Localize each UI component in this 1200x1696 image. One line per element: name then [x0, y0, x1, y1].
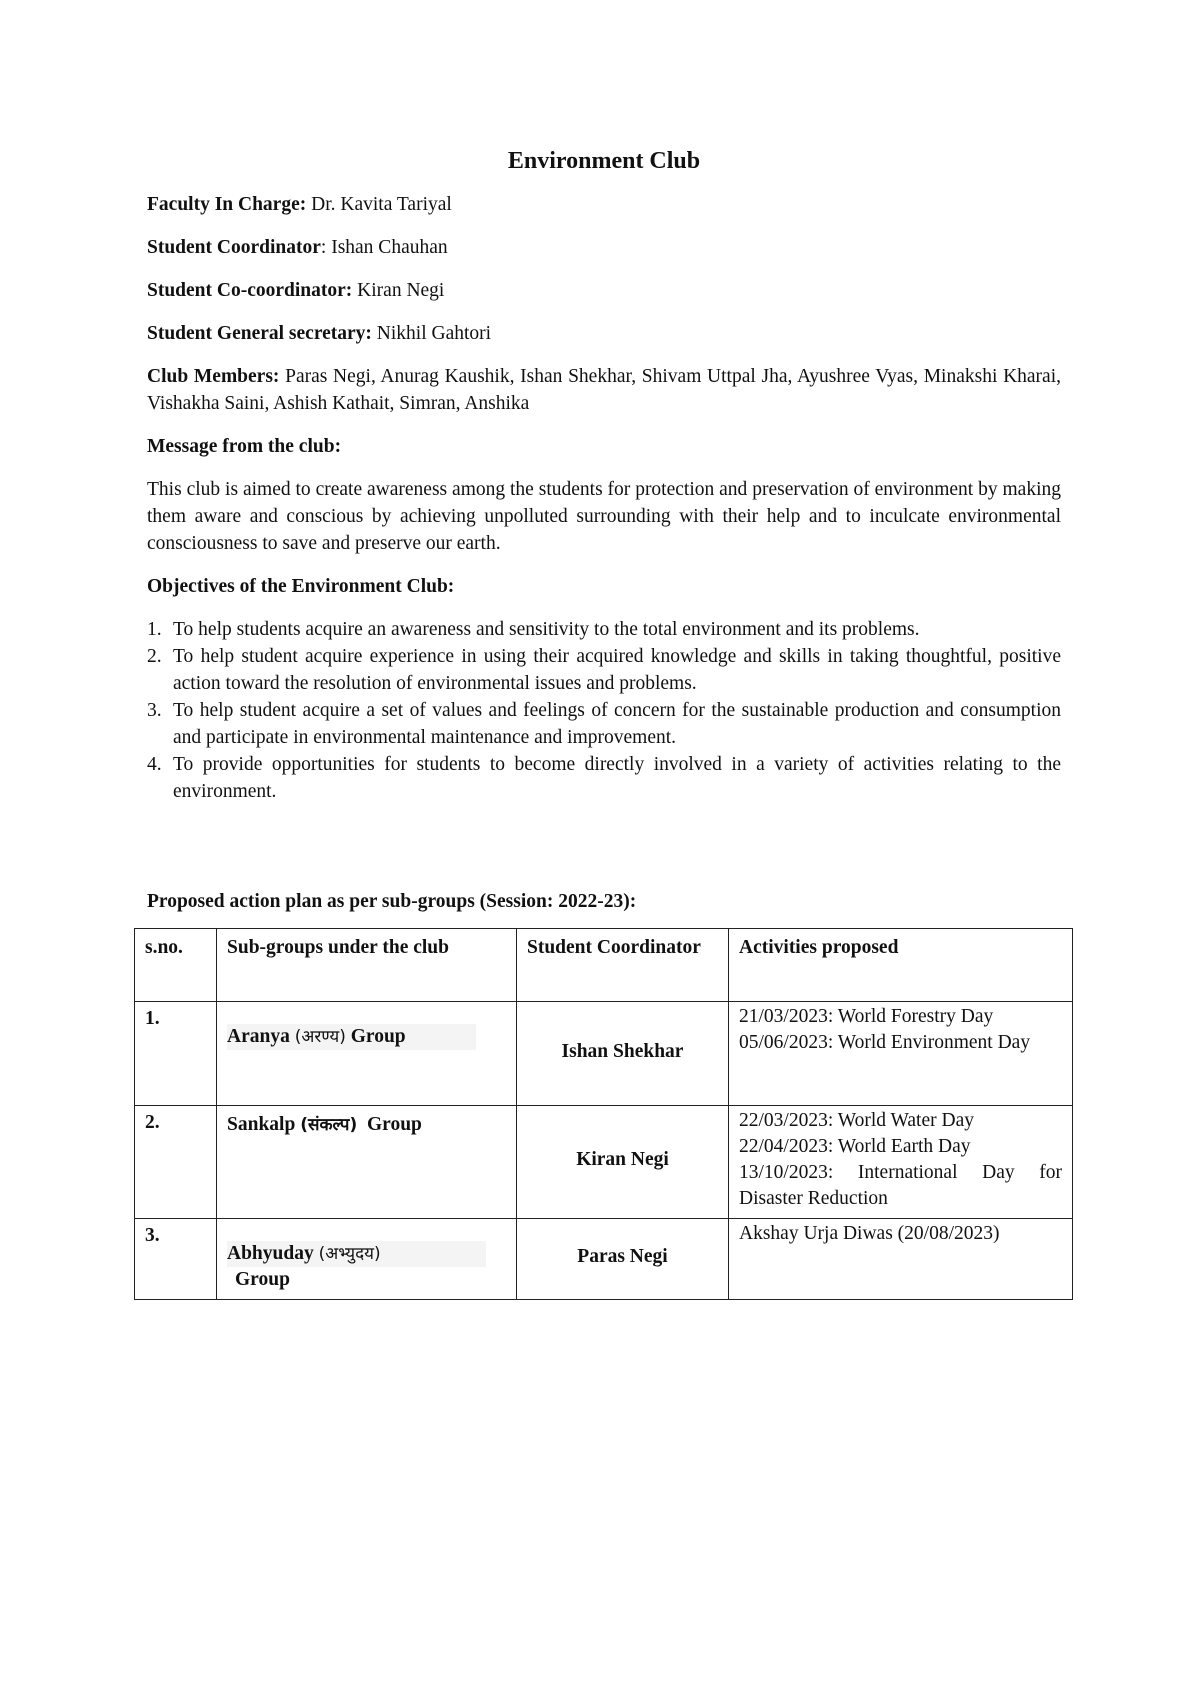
faculty-value: Dr. Kavita Tariyal [306, 194, 452, 215]
row-sno: 1. [135, 1002, 217, 1106]
row-activities [729, 1106, 1073, 1219]
list-item-text: To help students acquire an awareness and sensitivity to the total environment and its problems. [173, 619, 920, 640]
page-title: Environment Club [507, 148, 701, 174]
list-item [147, 751, 1061, 805]
row-sno: 2. [135, 1106, 217, 1219]
table-row [135, 1106, 1073, 1219]
list-item-number: 4. [147, 754, 162, 775]
list-item [147, 616, 1061, 643]
column-header-coordinator: Student Coordinator [517, 929, 729, 1002]
list-item-number: 3. [147, 700, 162, 721]
row-sno: 3. [135, 1219, 217, 1300]
action-plan-heading: Proposed action plan as per sub-groups (Session: 2022-23): [147, 891, 637, 912]
group-name-suffix: Group [345, 1026, 406, 1047]
row-coordinator: Paras Negi [517, 1219, 729, 1300]
list-item [147, 697, 1061, 751]
list-item-text: To help student acquire a set of values and feelings of concern for the sustainable production and consumption and participate in environmental maintenance and improvement. [173, 700, 1061, 748]
faculty-in-charge [147, 191, 1061, 218]
table-row [135, 1002, 1073, 1106]
list-item-text: To help student acquire experience in using their acquired knowledge and skills in taking thoughtful, positive action toward the resolution of environmental issues and problems. [173, 646, 1061, 694]
coordinator-label: Student Coordinator [147, 237, 321, 258]
activity-item: 22/04/2023: World Earth Day [739, 1136, 971, 1157]
row-activities [729, 1219, 1073, 1300]
group-name-latin: Aranya [227, 1026, 295, 1047]
row-activities [729, 1002, 1073, 1106]
group-name [227, 1112, 422, 1138]
objectives-heading: Objectives of the Environment Club: [147, 576, 455, 597]
column-header-sno: s.no. [135, 929, 217, 1002]
group-name-hindi: (अभ्युदय) [318, 1244, 381, 1264]
group-name-hindi: (अरण्य) [294, 1027, 346, 1047]
activity-item: Akshay Urja Diwas (20/08/2023) [739, 1223, 1000, 1244]
coordinator-value: : Ishan Chauhan [320, 237, 448, 258]
secretary-value: Nikhil Gahtori [371, 323, 492, 344]
list-item-number: 1. [147, 619, 162, 640]
group-name-suffix: Group [357, 1114, 422, 1135]
row-coordinator: Kiran Negi [517, 1106, 729, 1219]
activity-item: 22/03/2023: World Water Day [739, 1110, 974, 1131]
group-name-latin: Abhyuday [227, 1243, 319, 1264]
message-text: This club is aimed to create awareness among the students for protection and preservation of environment by making them aware and conscious by achieving unpolluted surrounding with their help and to inculcate environmental consciousness to save and preserve our earth. [147, 479, 1061, 554]
group-name-suffix: Group [235, 1269, 290, 1290]
members-label: Club Members: [147, 366, 280, 387]
objectives-list [147, 616, 1061, 805]
message-heading: Message from the club: [147, 436, 342, 457]
student-cocoordinator [147, 277, 1061, 304]
activity-item: 21/03/2023: World Forestry Day [739, 1006, 994, 1027]
cocoordinator-label: Student Co-coordinator: [147, 280, 353, 301]
row-group [217, 1219, 517, 1300]
list-item [147, 643, 1061, 697]
row-coordinator: Ishan Shekhar [517, 1002, 729, 1106]
column-header-subgroups: Sub-groups under the club [217, 929, 517, 1002]
table-header-row [135, 929, 1073, 1002]
secretary-label: Student General secretary: [147, 323, 372, 344]
document-body [147, 145, 1061, 805]
group-name [227, 1024, 476, 1050]
action-plan-table [134, 928, 1073, 1300]
faculty-label: Faculty In Charge: [147, 194, 307, 215]
list-item-text: To provide opportunities for students to become directly involved in a variety of activities relating to the environment. [173, 754, 1061, 802]
cocoordinator-value: Kiran Negi [352, 280, 445, 301]
table-row [135, 1219, 1073, 1300]
group-name [227, 1241, 486, 1267]
student-general-secretary [147, 320, 1061, 347]
row-group [217, 1106, 517, 1219]
student-coordinator [147, 234, 1061, 261]
column-header-activities: Activities proposed [729, 929, 1073, 1002]
group-name-hindi: (संकल्प) [300, 1115, 358, 1135]
group-name-latin: Sankalp [227, 1114, 301, 1135]
row-group [217, 1002, 517, 1106]
activity-item: 13/10/2023: International Day for Disaster Reduction [739, 1162, 1062, 1209]
club-members [147, 363, 1061, 417]
members-value: Paras Negi, Anurag Kaushik, Ishan Shekhar, Shivam Uttpal Jha, Ayushree Vyas, Minakshi Kharai, Vishakha Saini, Ashish Kathait, Simran, Anshika [147, 366, 1061, 414]
activity-item: 05/06/2023: World Environment Day [739, 1032, 1031, 1053]
list-item-number: 2. [147, 646, 162, 667]
